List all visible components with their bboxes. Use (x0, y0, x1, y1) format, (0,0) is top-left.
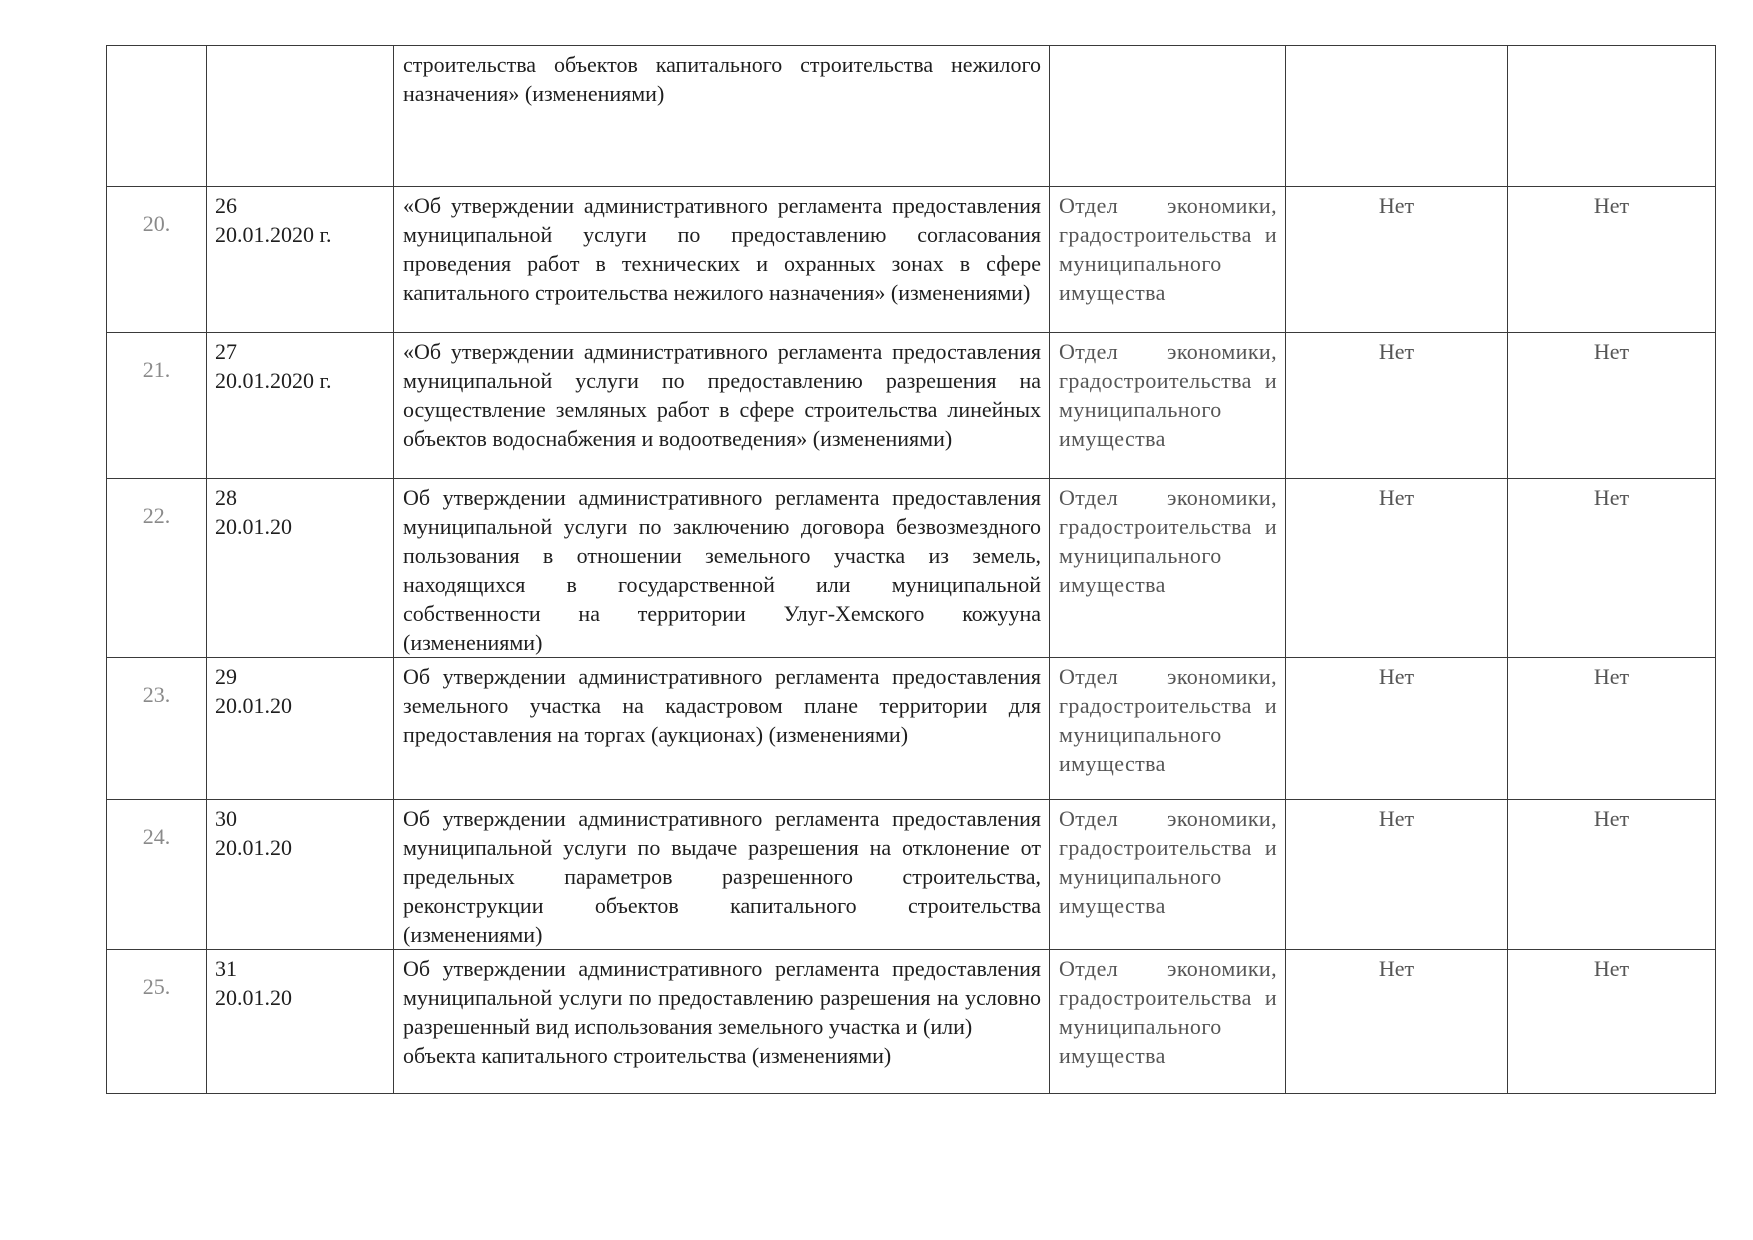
row-flag-1: Нет (1286, 187, 1508, 333)
cell-number (107, 46, 207, 187)
table-row (107, 333, 1716, 479)
table-row (107, 658, 1716, 800)
row-number: 22. (107, 479, 207, 658)
row-number: 21. (107, 333, 207, 479)
cell-title (394, 658, 1050, 800)
cell-doc (207, 479, 394, 658)
row-flag-1: Нет (1286, 950, 1508, 1094)
cell-doc (207, 46, 394, 187)
doc-date: 20.01.20 (215, 693, 292, 718)
cell-doc (207, 187, 394, 333)
doc-date: 20.01.20 (215, 835, 292, 860)
cell-doc (207, 950, 394, 1094)
row-flag-2: Нет (1508, 187, 1716, 333)
doc-number: 28 (215, 485, 237, 510)
row-title: строительства объектов капитального строительства нежилого назначения» (изменениями) (403, 52, 1041, 106)
registry-table (106, 45, 1716, 1094)
row-number: 20. (107, 187, 207, 333)
doc-date: 20.01.2020 г. (215, 368, 332, 393)
table-row (107, 800, 1716, 950)
cell-flag1 (1286, 46, 1508, 187)
cell-title (394, 950, 1050, 1094)
table-row (107, 479, 1716, 658)
row-title-tail: объекта капитального строительства (изменениями) (403, 1043, 892, 1068)
cell-title (394, 479, 1050, 658)
table-row-continuation (107, 46, 1716, 187)
row-title: Об утверждении административного регламента предоставления земельного участка на кадастровом плане территории для предоставления на торгах (аукционах) (изменениями) (403, 664, 1041, 747)
row-flag-2: Нет (1508, 479, 1716, 658)
row-flag-2: Нет (1508, 800, 1716, 950)
cell-dept (1050, 46, 1286, 187)
row-title: «Об утверждении административного регламента предоставления муниципальной услуги по предоставлению разрешения на осуществление земляных работ в сфере строительства линейных объектов водоснабжения и водоотведения» (изменениями) (403, 339, 1041, 451)
row-flag-1: Нет (1286, 333, 1508, 479)
doc-date: 20.01.20 (215, 514, 292, 539)
row-flag-1: Нет (1286, 800, 1508, 950)
row-flag-2: Нет (1508, 950, 1716, 1094)
row-flag-1: Нет (1286, 479, 1508, 658)
row-title: Об утверждении административного регламента предоставления муниципальной услуги по выдаче разрешения на отклонение от предельных параметров разрешенного строительства, реконструкции объектов капитального строительства (изменениями) (403, 806, 1041, 947)
doc-date: 20.01.2020 г. (215, 222, 332, 247)
row-number: 24. (107, 800, 207, 950)
row-department: Отдел экономики, градостроительства и муниципального имущества (1050, 187, 1286, 333)
row-department: Отдел экономики, градостроительства и муниципального имущества (1050, 800, 1286, 950)
cell-flag2 (1508, 46, 1716, 187)
cell-doc (207, 800, 394, 950)
row-number: 25. (107, 950, 207, 1094)
cell-doc (207, 658, 394, 800)
row-department: Отдел экономики, градостроительства и муниципального имущества (1050, 950, 1286, 1094)
table-row (107, 950, 1716, 1094)
row-title: «Об утверждении административного регламента предоставления муниципальной услуги по предоставлению согласования проведения работ в технических и охранных зонах в сфере капитального строительства нежилого назначения» (изменениями) (403, 193, 1041, 305)
row-title: Об утверждении административного регламента предоставления муниципальной услуги по заключению договора безвозмездного пользования в отношении земельного участка из земель, находящихся в государственной или муниципальной собственности на территории Улуг-Хемского кожууна (изменениями) (403, 485, 1041, 655)
row-flag-2: Нет (1508, 333, 1716, 479)
cell-doc (207, 333, 394, 479)
row-title: Об утверждении административного регламента предоставления муниципальной услуги по предоставлению разрешения на условно разрешенный вид использования земельного участка и (или) (403, 956, 1041, 1039)
row-department: Отдел экономики, градостроительства и муниципального имущества (1050, 479, 1286, 658)
row-department: Отдел экономики, градостроительства и муниципального имущества (1050, 658, 1286, 800)
cell-title (394, 800, 1050, 950)
row-department: Отдел экономики, градостроительства и муниципального имущества (1050, 333, 1286, 479)
row-flag-2: Нет (1508, 658, 1716, 800)
cell-title (394, 187, 1050, 333)
doc-number: 26 (215, 193, 237, 218)
cell-title (394, 333, 1050, 479)
table-row (107, 187, 1716, 333)
doc-number: 27 (215, 339, 237, 364)
doc-number: 31 (215, 956, 237, 981)
row-number: 23. (107, 658, 207, 800)
doc-number: 29 (215, 664, 237, 689)
doc-number: 30 (215, 806, 237, 831)
row-flag-1: Нет (1286, 658, 1508, 800)
cell-title (394, 46, 1050, 187)
doc-date: 20.01.20 (215, 985, 292, 1010)
